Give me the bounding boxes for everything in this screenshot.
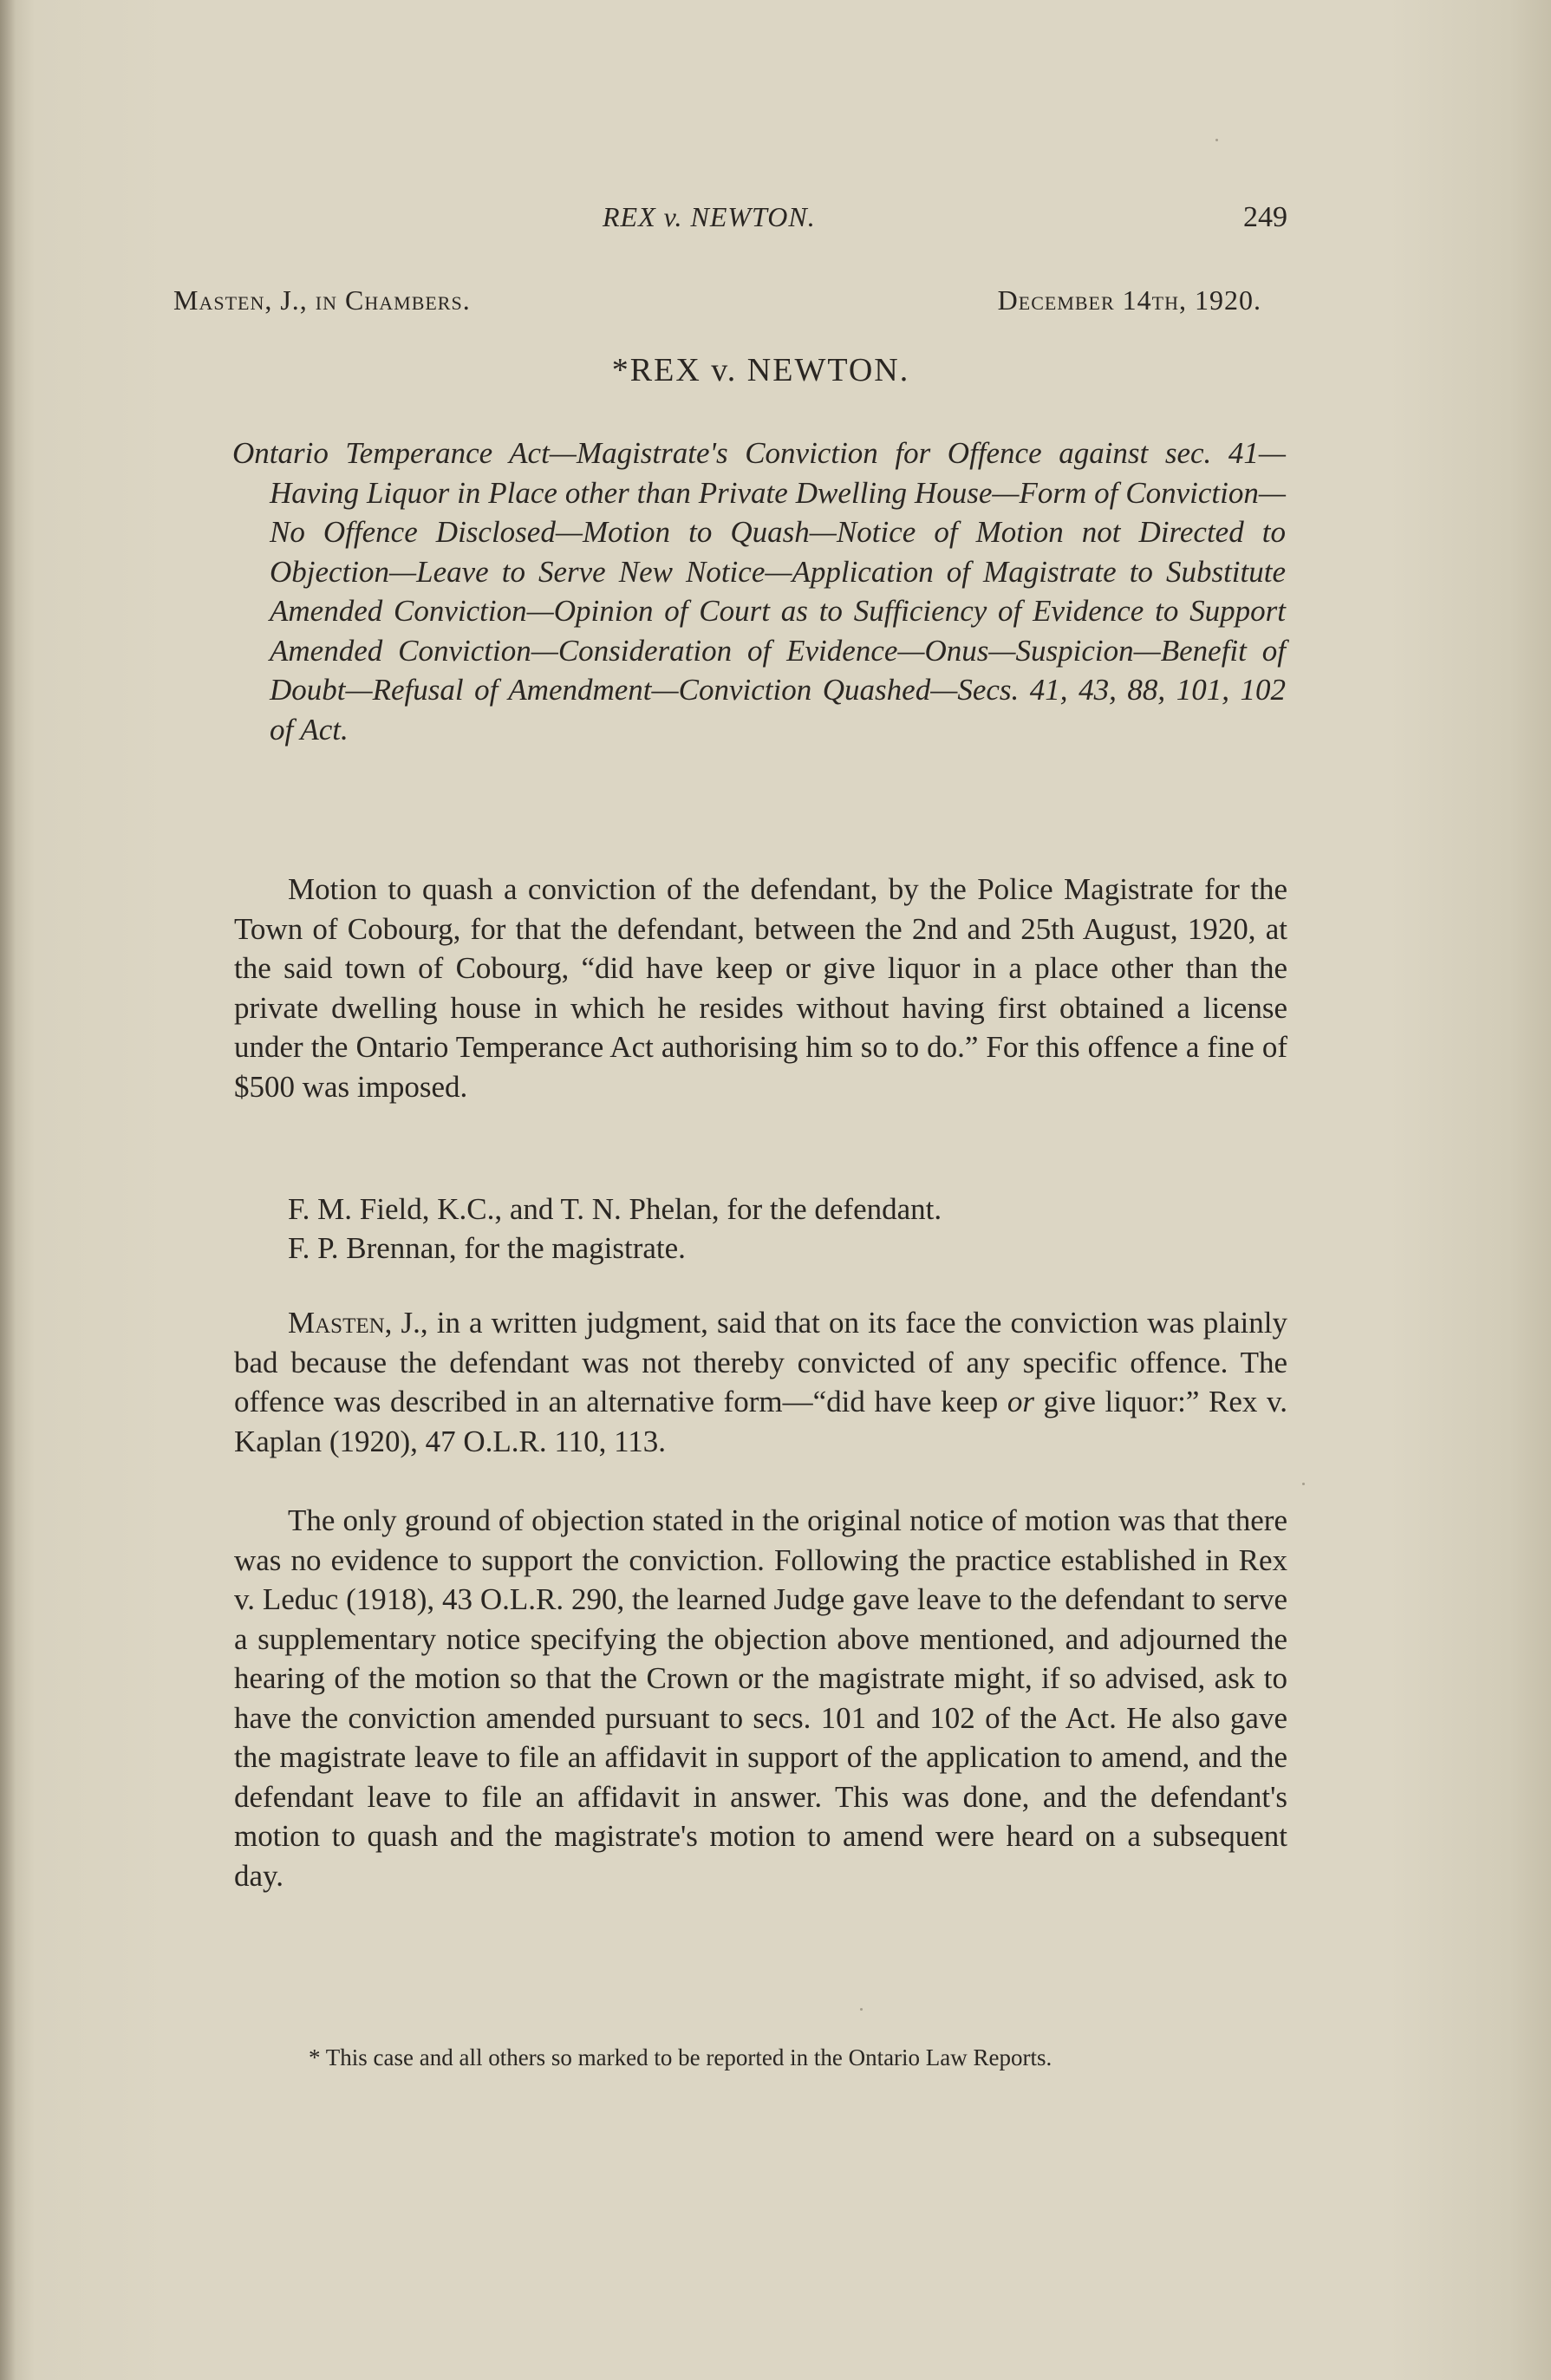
judgment-opening: , in a written judgment, said that on its face the conviction was plainly bad because the defendant was not thereby convicted of any specific offence. The offence was described in an alternative form—“did have keep [234,1306,1287,1418]
judgment-paragraph [234,1303,1287,1461]
paper-speck [1215,139,1218,141]
headnote: Ontario Temperance Act—Magistrate's Conviction for Offence against sec. 41—Having Liquor in Place other than Private Dwelling House—Form of Conviction—No Offence Disclosed—Motion to Quash—Notice of Motion not Directed to Objection—Leave to Serve New Notice—Application of Magistrate to Substitute Amended Conviction—Opinion of Court as to Sufficiency of Evidence to Support Amended Conviction—Consideration of Evidence—Onus—Suspicion—Benefit of Doubt—Refusal of Amendment—Conviction Quashed—Secs. 41, 43, 88, 101, 102 of Act. [232,436,1286,747]
court-date: December 14th, 1920. [997,284,1261,316]
running-head [234,201,1287,245]
page-number: 249 [1243,201,1287,233]
counsel-defendant: F. M. Field, K.C., and T. N. Phelan, for the defendant. [288,1192,942,1226]
paper-speck [860,2008,863,2011]
judgment-or: or [1007,1385,1034,1418]
counsel-magistrate: F. P. Brennan, for the magistrate. [288,1231,686,1265]
judgment-closing: give liquor:” Rex v. Kaplan (1920), 47 O.L.R. 110, 113. [234,1385,1287,1458]
court-judge: Masten, J., in Chambers. [173,284,471,316]
footnote: * This case and all others so marked to be reported in the Ontario Law Reports. [309,2044,1052,2070]
court-line [173,284,1261,328]
judgment-judge: Masten, J. [288,1306,420,1340]
facts-paragraph: Motion to quash a conviction of the defendant, by the Police Magistrate for the Town of Cobourg, for that the defendant, between the 2nd and 25th August, 1920, at the said town of Cobourg, “did have keep or give liquor in a place other than the private dwelling house in which he resides without having first obtained a license under the Ontario Temperance Act authorising him so to do.” For this offence a fine of $500 was imposed. [234,872,1287,1104]
case-title: *REX v. NEWTON. [611,352,910,388]
second-paragraph: The only ground of objection stated in the original notice of motion was that there was no evidence to support the conviction. Following the practice established in Rex v. Leduc (1918), 43 O.L.R. 290, the learned Judge gave leave to the defendant to serve a supplementary notice specifying the objection above mentioned, and adjourned the hearing of the motion so that the Crown or the magistrate might, if so advised, ask to have the conviction amended pursuant to secs. 101 and 102 of the Act. He also gave the magistrate leave to file an affidavit in support of the application to amend, and the defendant leave to file an affidavit in answer. This was done, and the defendant's motion to quash and the magistrate's motion to amend were heard on a subsequent day. [234,1503,1287,1893]
page-gutter-shadow [0,0,16,2380]
paper-speck [1302,1483,1305,1485]
running-head-title: REX v. NEWTON. [603,201,816,232]
